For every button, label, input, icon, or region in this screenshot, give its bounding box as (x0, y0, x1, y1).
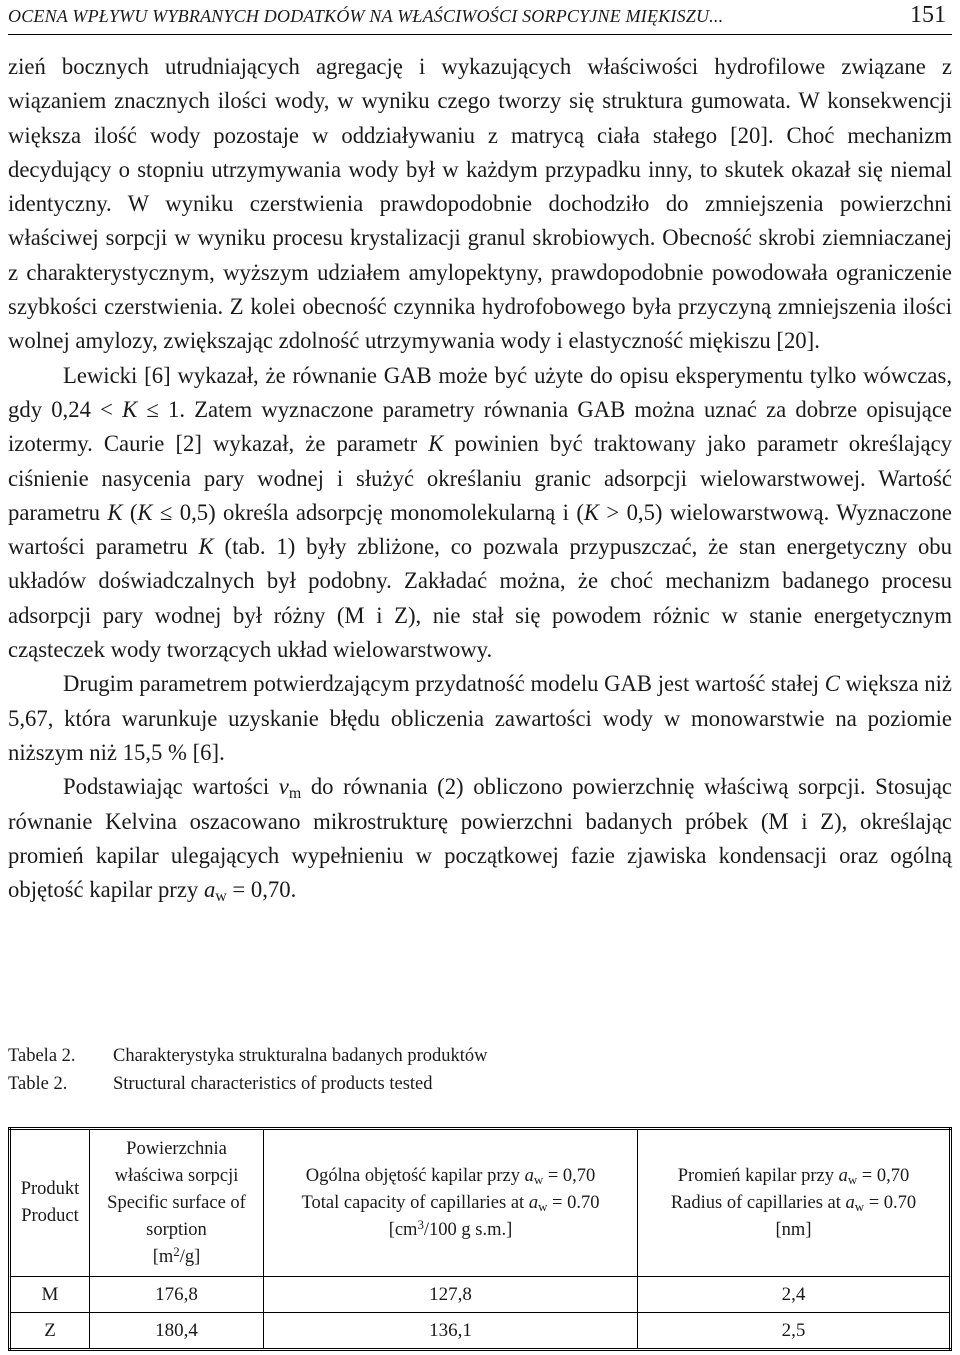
variable-k: K (107, 499, 123, 525)
header-text: Product (21, 1206, 79, 1226)
header-text: /100 g s.m.] (423, 1219, 513, 1240)
text-span: powinien być traktowany jako parametr określający ciśnienie nasycenia pary wodnej i służyć określaniu granic adsorpcji wielowarstwowej. Wartość parametru (8, 431, 952, 525)
table-cell: 136,1 (264, 1313, 638, 1350)
table-header-row (10, 1129, 951, 1277)
text-span: ( (122, 499, 138, 525)
header-capacity (264, 1129, 638, 1277)
header-text: [cm (388, 1219, 418, 1240)
structural-table (8, 1127, 952, 1351)
variable-a: a (838, 1165, 848, 1186)
header-text: Produkt (20, 1179, 80, 1199)
paragraph-2 (8, 359, 952, 668)
caption-row-en (8, 1070, 488, 1098)
body-text (8, 50, 952, 907)
paragraph-1: zień bocznych utrudniających agregację i wykazujących właściwości hydrofilowe związane z wiązaniem znacznych ilości wody, w wyniku czego tworzy się struktura gumowata. W konsekwencji większa ilość wody pozostaje w oddziaływaniu z matrycą ciała stałego [20]. Choć mechanizm decydujący o stopniu utrzymywania wody był w każdym przypadku inny, to skutek okazał się niemal identyczny. W wyniku czerstwienia prawdopodobnie dochodziło do zmniejszenia powierzchni właściwej sorpcji w wyniku procesu krystalizacji granul skrobiowych. Obecność skrobi ziemniaczanej z charakterystycznym, wyższym udziałem amylopektyny, prawdopodobnie powodowała ograniczenie szybkości czerstwienia. Z kolei obecność czynnika hydrofobowego była przyczyną zmniejszenia ilości wolnej amylozy, zwiększając zdolność utrzymywania wody i elastyczność miękiszu [20]. (8, 54, 952, 354)
header-text: /g] (179, 1246, 201, 1267)
variable-k: K (122, 396, 138, 422)
subscript: w (533, 1171, 544, 1187)
header-text: Promień kapilar przy (677, 1165, 839, 1186)
variable-k: K (428, 431, 444, 457)
text-span: Lewicki [6] wykazał, że równanie GAB może być użyte do opisu eksperymentu tylko wówczas, gdy 0,24 < (8, 362, 952, 422)
text-span: > 0,5) wielowarstwową. Wyznaczone wartości parametru (8, 499, 952, 560)
text-span: = 0,70. (226, 877, 297, 903)
variable-k: K (583, 499, 600, 525)
text-span: (tab. 1) były zbliżone, co pozwala przypuszczać, że stan energetyczny obu układów doświadczalnych był podobny. Zakładać można, że choć mechanizm badanego procesu adsorpcji pary wodnej był różny (M i Z), nie stał się powodem różnic w stanie energetycznym cząsteczek wody tworzących układ wielowarstwowy. (8, 534, 952, 663)
subscript: w (538, 1198, 548, 1214)
variable-k: K (137, 499, 153, 525)
table-cell: 127,8 (264, 1277, 638, 1313)
variable-a: a (524, 1165, 534, 1186)
header-surface (90, 1129, 264, 1277)
header-text: Radius of capillaries at (670, 1192, 846, 1213)
header-text: = 0,70 (857, 1165, 910, 1186)
header-text: [m (152, 1246, 174, 1267)
table-cell: Z (10, 1313, 90, 1350)
subscript: w (847, 1171, 858, 1187)
variable-k: K (198, 534, 214, 560)
running-title: OCENA WPŁYWU WYBRANYCH DODATKÓW NA WŁAŚCIWOŚCI SORPCYJNE MIĘKISZU... (8, 6, 724, 26)
text-span: do równania (2) obliczono powierzchnię właściwą sorpcji. Stosując równanie Kelvina oszacowano mikrostrukturę powierzchni badanych próbek (M i Z), określając promień kapilar ulegających wypełnieniu w początkowej fazie zjawiska kondensacji oraz ogólną objętość kapilar przy (8, 774, 952, 903)
caption-label-pl: Tabela 2. (8, 1046, 76, 1066)
table-caption (8, 1042, 488, 1098)
running-header (8, 0, 952, 35)
paragraph-3 (8, 667, 952, 770)
header-text: Specific surface of sorption (107, 1192, 246, 1240)
table-cell: M (10, 1277, 90, 1313)
text-span: Drugim parametrem potwierdzającym przydatność modelu GAB jest wartość stałej (63, 671, 825, 697)
table-cell: 176,8 (90, 1277, 264, 1313)
header-text: Total capacity of capillaries at (301, 1192, 529, 1213)
header-text: = 0,70 (543, 1165, 596, 1186)
subscript: m (288, 785, 302, 803)
variable-v: v (278, 774, 289, 800)
table-cell: 180,4 (90, 1313, 264, 1350)
variable-a: a (203, 877, 216, 903)
table-cell: 2,5 (638, 1313, 951, 1350)
subscript: w (215, 888, 227, 906)
variable-a: a (528, 1192, 539, 1213)
table-cell: 2,4 (638, 1277, 951, 1313)
subscript: w (854, 1198, 865, 1214)
caption-text-en: Structural characteristics of products tested (113, 1074, 433, 1094)
page-number: 151 (910, 2, 946, 28)
table-row (10, 1313, 951, 1350)
text-span: ≤ 1. Zatem wyznaczone parametry równania GAB można uznać za dobrze opisujące izotermy. Caurie [2] wykazał, że parametr (8, 396, 952, 457)
superscript: 2 (173, 1243, 180, 1259)
text-span: Podstawiając wartości (63, 774, 279, 800)
text-span: ≤ 0,5) określa adsorpcję monomolekularną i ( (152, 499, 584, 525)
caption-label-en: Table 2. (8, 1074, 68, 1094)
header-text: = 0.70 (547, 1192, 600, 1213)
caption-row-pl (8, 1042, 488, 1070)
header-product (10, 1129, 90, 1277)
superscript: 3 (417, 1216, 424, 1232)
header-radius (638, 1129, 951, 1277)
caption-text-pl: Charakterystyka strukturalna badanych produktów (113, 1046, 488, 1066)
header-text: Powierzchnia właściwa sorpcji (114, 1138, 239, 1186)
table-row (10, 1277, 951, 1313)
paragraph-4 (8, 770, 952, 907)
header-text: [nm] (775, 1219, 812, 1240)
variable-c: C (824, 671, 840, 697)
variable-a: a (845, 1192, 855, 1213)
header-text: Ogólna objętość kapilar przy (305, 1165, 525, 1186)
header-text: = 0.70 (864, 1192, 917, 1213)
text-span: większa niż 5,67, która warunkuje uzyskanie błędu obliczenia zawartości wody w monowarstwie na poziomie niższym niż 15,5 % [6]. (8, 671, 952, 765)
